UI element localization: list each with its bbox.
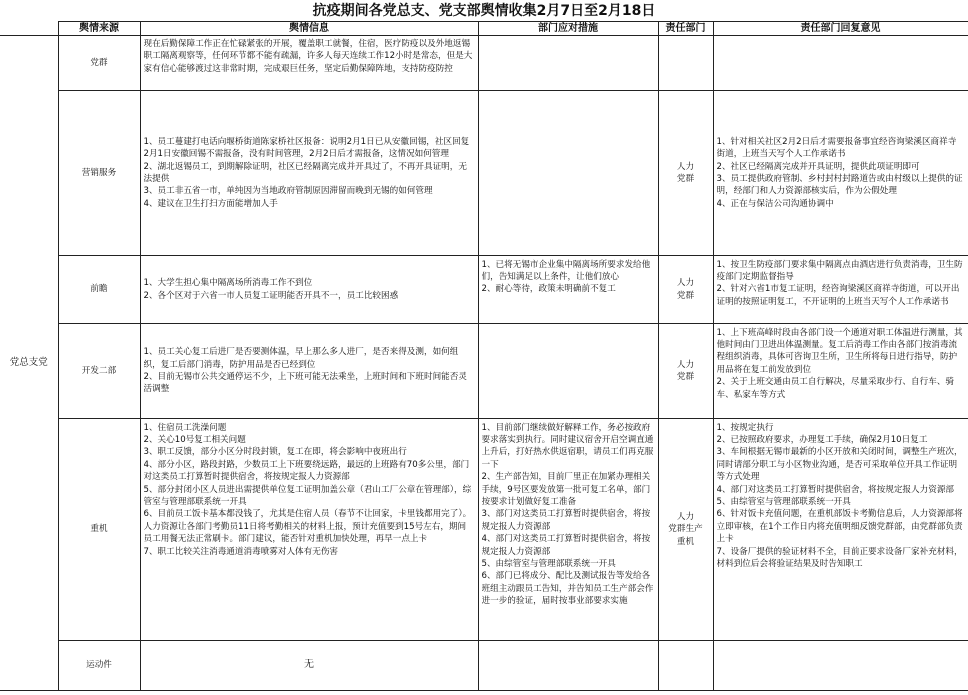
- reply-cell[interactable]: [713, 256, 968, 324]
- group-label-cell[interactable]: [0, 36, 58, 691]
- info-text: 1、住宿员工洗澡问题 2、关心10号复工相关问题 3、职工反馈，部分小区分时段封锁，复工在即，将会影响中夜班出行 4、部分小区，路段封路，少数员工上下班要绕远路，最远的上班路有70多公里，部门对这类员工打算暂时提供宿舍，将按规定报人力资源部 5、部分封闭小区人员进出需提供单位复工证明加盖公章（君山工厂公章在管理部），综管室与管理部联系统一开具 6、目前员工饭卡基本都没钱了，尤其是住宿人员（春节不让回家，卡里钱都用完了）。人力资源让各部门考勤员11日将考勤相关的材料上报，预计充值要到15号左右，期间员工用餐无法正常刷卡。部门建议，能否针对重机加快处理，再早一点上卡 7、职工比较关注消毒通道消毒喷雾对人体有无伤害: [143, 422, 472, 557]
- table-row: [0, 91, 968, 256]
- sentiment-table: [0, 21, 968, 691]
- measure-text: 1、目前部门继续做好解释工作，务必按政府要求落实到执行。同时建议宿舍开启空调直通上升后，打好热水供返宿职，请员工们再克服一下 2、生产部告知，目前厂里正在加紧办理相关手续，9号区要发放第一批可复工名单，部门按要求计划做好复工准备 3、部门对这类员工打算暂时提供宿舍，将按规定报人力资源部 4、部门对这类员工打算暂时提供宿舍，将按规定报人力资源部 5、由综管室与管理部联系统一开具 6、部门已将成分、配比及测试报告等发给各班组主动跟员工告知，并告知员工生产部会作进一步的验证，届时按事业部要求实施: [481, 422, 654, 607]
- table-row: [0, 641, 968, 691]
- dept-text: 人力 党群: [676, 161, 695, 184]
- info-cell[interactable]: [140, 91, 478, 256]
- info-text: 1、员工关心复工后进厂是否要测体温，早上那么多人进厂，是否来得及测，如何组织，复工后部门消毒，防护用品是否已经到位 2、目前无锡市公共交通停运不少，上下班可能无法乘坐，上班时间和下班时间能否灵活调整: [143, 347, 467, 395]
- header-reply[interactable]: 责任部门回复意见: [713, 22, 968, 36]
- dept-cell[interactable]: [658, 641, 713, 691]
- info-cell[interactable]: [140, 36, 478, 91]
- source-text: 党群: [90, 57, 108, 68]
- source-text: 运动件: [86, 660, 112, 671]
- dept-cell[interactable]: [658, 419, 713, 641]
- reply-cell[interactable]: [713, 641, 968, 691]
- header-row: [0, 22, 968, 36]
- info-cell[interactable]: [140, 419, 478, 641]
- reply-cell[interactable]: [713, 36, 968, 91]
- info-text: 1、员工蔓建打电话向堰桥街道陈家桥社区报备：说明2月1日已从安徽回锡，社区回复2月1日安徽回锡不需报备，没有时间管理，2月2日后才需报备，这情况如何管理 2、湖北返锡员工，到期解除证明，社区已经隔离完成并开具过了，不再开具证明，无法提供 3、员工非五省一市，单纯因为当地政府管制原因滞留而晚到无锡的如何管理 4、建议在卫生打扫方面能增加人手: [143, 136, 470, 209]
- source-cell[interactable]: [58, 256, 140, 324]
- source-text: 营销服务: [81, 167, 117, 178]
- info-cell[interactable]: [140, 324, 478, 419]
- reply-cell[interactable]: [713, 324, 968, 419]
- measure-cell[interactable]: [478, 324, 658, 419]
- measure-cell[interactable]: [478, 91, 658, 256]
- dept-cell[interactable]: [658, 36, 713, 91]
- source-cell[interactable]: [58, 641, 140, 691]
- source-text: 重机: [90, 524, 108, 535]
- info-cell[interactable]: [140, 256, 478, 324]
- header-source[interactable]: 舆情来源: [58, 22, 140, 36]
- reply-text: 1、按卫生防疫部门要求集中隔离点由酒店进行负责消毒，卫生防疫部门定期监督指导 2、针对六省1市复工证明，经咨询梁溪区商祥寺街道，可以开出证明的按照证明复工，不开证明的上班当天写个人工作承诺书: [716, 259, 963, 307]
- reply-text: 1、针对相关社区2月2日后才需要报备事宜经咨询梁溪区商祥寺街道，上班当天写个人工作承诺书 2、社区已经隔离完成并开具证明，提供此项证明即可 3、员工提供政府管制、乡村封村封路道告或由村级以上提供的证明，经部门和人力资源部核实后，作为公假处理 4、正在与保洁公司沟通协调中: [716, 136, 963, 209]
- dept-cell[interactable]: [658, 91, 713, 256]
- info-text: 1、大学生担心集中隔离场所消毒工作不到位 2、各个区对于六省一市人员复工证明能否开具不一，员工比较困惑: [143, 278, 399, 301]
- dept-text: 人力 党群: [676, 359, 695, 382]
- dept-cell[interactable]: [658, 256, 713, 324]
- measure-cell[interactable]: [478, 419, 658, 641]
- info-cell[interactable]: [140, 641, 478, 691]
- measure-text: 1、已将无锡市企业集中隔离场所要求发给他们，告知满足以上条件，让他们放心 2、耐心等待，政策未明确前不复工: [481, 259, 651, 295]
- dept-text: 人力 党群生产 重机: [668, 511, 703, 547]
- header-measure[interactable]: 部门应对措施: [478, 22, 658, 36]
- measure-cell[interactable]: [478, 256, 658, 324]
- source-cell[interactable]: [58, 36, 140, 91]
- reply-cell[interactable]: [713, 419, 968, 641]
- sheet-title: 抗疫期间各党总支、党支部舆情收集2月7日至2月18日: [312, 3, 656, 19]
- header-dept[interactable]: 责任部门: [658, 22, 713, 36]
- group-label: 党总支党: [9, 356, 48, 368]
- info-text: 无: [304, 659, 314, 671]
- reply-text: 1、按规定执行 2、已按照政府要求，办理复工手续，确保2月10日复工 3、车间根据无锡市最新的小区开放和关闭时间，调整生产班次，同时请部分职工与小区物业沟通，是否可采取单位开具工作证明等方式处理 4、部门对这类员工打算暂时提供宿舍，将按规定报人力资源部 5、由综管室与管理部联系统一开具 6、针对饭卡充值问题，在重机部饭卡考勤信息后，人力资源部将立即审核，在1个工作日内将充值明细反馈党群部，由党群部负责上卡 7、设备厂提供的验证材料不全，目前正要求设备厂家补充材料，材料到位后会将验证结果及时告知职工: [716, 422, 963, 569]
- gutter-header: [0, 22, 58, 36]
- reply-text: 1、上下班高峰时段由各部门设一个通道对职工体温进行测量，其他时间由门卫进出体温测量。复工后消毒工作由各部门按消毒流程组织消毒，具体可咨询卫生所，卫生所将每日进行指导，防护用品将在复工前发放到位 2、关于上班交通由员工自行解决，尽量采取步行、自行车、骑车、私家车等方式: [716, 327, 963, 400]
- reply-cell[interactable]: [713, 91, 968, 256]
- measure-cell[interactable]: [478, 36, 658, 91]
- source-cell[interactable]: [58, 419, 140, 641]
- table-row: [0, 324, 968, 419]
- source-cell[interactable]: [58, 91, 140, 256]
- dept-text: 人力 党群: [676, 278, 695, 301]
- info-text: 现在后勤保障工作正在忙碌紧张的开展，覆盖职工就餐，住宿，医疗防疫以及外地返锡职工隔离观察等，任何环节都不能有疏漏，许多人每天连续工作12小时是常态，但是大家有信心能够渡过这非常时期，完成艰巨任务，坚定后勤保障阵地，支持防疫防控: [143, 39, 473, 74]
- source-cell[interactable]: [58, 324, 140, 419]
- table-row: [0, 419, 968, 641]
- table-row: [0, 256, 968, 324]
- source-text: 开发二部: [81, 365, 117, 376]
- table-row: [0, 36, 968, 91]
- source-text: 前瞻: [90, 284, 108, 295]
- measure-cell[interactable]: [478, 641, 658, 691]
- dept-cell[interactable]: [658, 324, 713, 419]
- header-info[interactable]: 舆情信息: [140, 22, 478, 36]
